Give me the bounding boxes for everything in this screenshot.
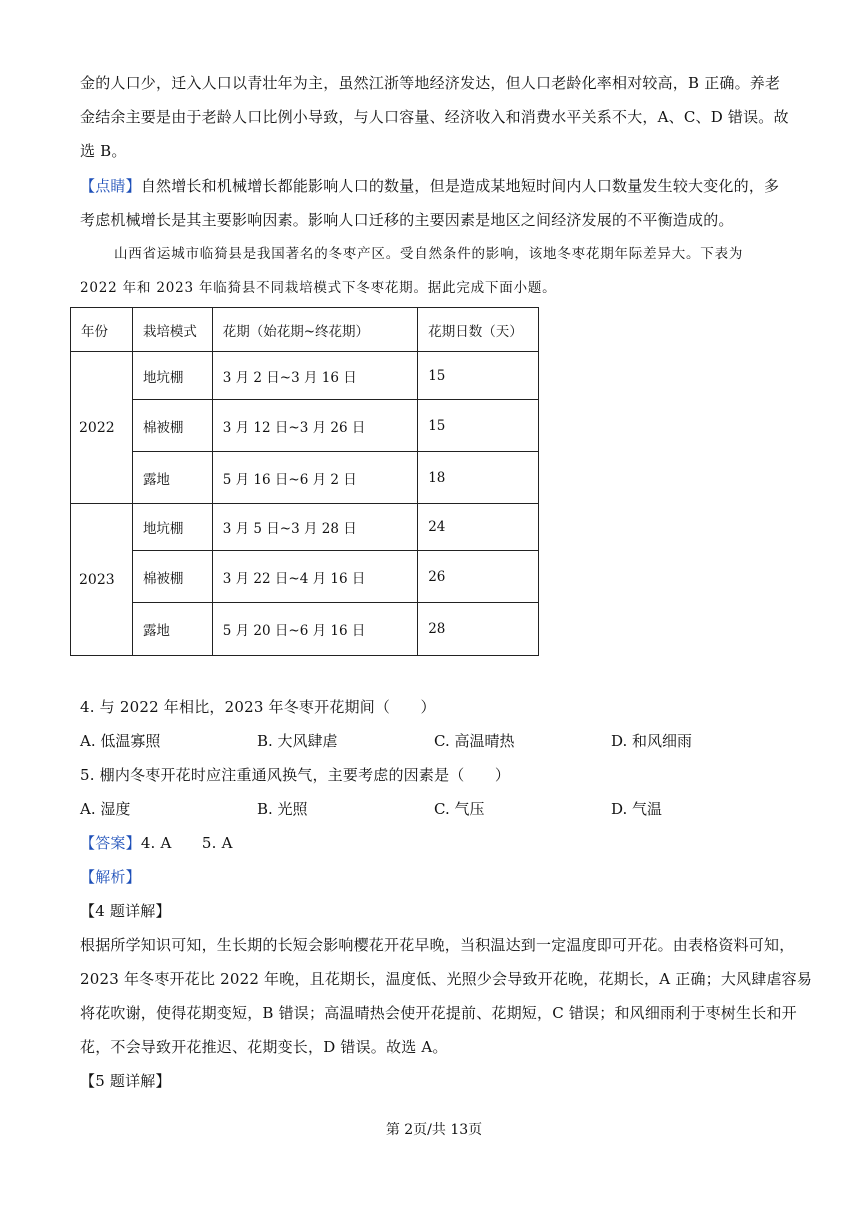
detail-4-line: 2023 年冬枣开花比 2022 年晚，且花期长，温度低、光照少会导致开花晚，花期长，A 正确；大风肆虐容易 bbox=[80, 970, 813, 988]
table-row bbox=[71, 352, 539, 400]
year-cell: 2022 bbox=[71, 352, 133, 504]
comment-tag: 【点睛】 bbox=[80, 177, 141, 195]
period-cell: 5 月 20 日~6 月 16 日 bbox=[212, 603, 417, 656]
table-header: 花期（始花期~终花期） bbox=[212, 308, 417, 352]
table-row bbox=[71, 400, 539, 452]
question-4-option-d: D. 和风细雨 bbox=[611, 732, 693, 750]
comment-text: 自然增长和机械增长都能影响人口的数量，但是造成某地短时间内人口数量发生较大变化的，多 bbox=[140, 177, 780, 195]
period-cell: 5 月 16 日~6 月 2 日 bbox=[212, 452, 417, 504]
table-header: 栽培模式 bbox=[132, 308, 212, 352]
question-4-option-c: C. 高温晴热 bbox=[434, 732, 515, 750]
table-header-row bbox=[71, 308, 539, 352]
question-5-option-a: A. 湿度 bbox=[80, 800, 131, 818]
intro-line: 山西省运城市临猗县是我国著名的冬枣产区。受自然条件的影响，该地冬枣花期年际差异大。下表为 bbox=[114, 246, 744, 262]
table-header: 年份 bbox=[71, 308, 133, 352]
days-cell: 18 bbox=[418, 452, 539, 504]
question-4-option-b: B. 大风肆虐 bbox=[257, 732, 338, 750]
answer-line bbox=[80, 833, 792, 853]
question-5-stem: 5. 棚内冬枣开花时应注重通风换气，主要考虑的因素是（ ） bbox=[80, 766, 511, 784]
question-5-option-c: C. 气压 bbox=[434, 800, 485, 818]
table-row bbox=[71, 603, 539, 656]
page-footer: 第 2页/共 13页 bbox=[385, 1122, 483, 1138]
mode-cell: 地坑棚 bbox=[132, 504, 212, 551]
days-cell: 24 bbox=[418, 504, 539, 551]
comment-line bbox=[80, 176, 792, 196]
table-row bbox=[71, 452, 539, 504]
period-cell: 3 月 22 日~4 月 16 日 bbox=[212, 551, 417, 603]
table-row bbox=[71, 504, 539, 551]
detail-5-tag: 【5 题详解】 bbox=[80, 1072, 171, 1090]
mode-cell: 地坑棚 bbox=[132, 352, 212, 400]
detail-4-tag: 【4 题详解】 bbox=[80, 902, 171, 920]
period-cell: 3 月 12 日~3 月 26 日 bbox=[212, 400, 417, 452]
days-cell: 15 bbox=[418, 400, 539, 452]
question-5-option-d: D. 气温 bbox=[611, 800, 663, 818]
period-cell: 3 月 5 日~3 月 28 日 bbox=[212, 504, 417, 551]
answer-tag: 【答案】 bbox=[80, 834, 141, 852]
detail-4-line: 根据所学知识可知，生长期的长短会影响樱花开花早晚，当积温达到一定温度即可开花。由表格资料可知， bbox=[80, 936, 795, 954]
question-4-stem: 4. 与 2022 年相比，2023 年冬枣开花期间（ ） bbox=[80, 698, 436, 716]
table-header: 花期日数（天） bbox=[418, 308, 539, 352]
comment-line: 考虑机械增长是其主要影响因素。影响人口迁移的主要因素是地区之间经济发展的不平衡造成的。 bbox=[80, 211, 734, 229]
analysis-tag: 【解析】 bbox=[80, 868, 141, 886]
days-cell: 15 bbox=[418, 352, 539, 400]
flowering-table bbox=[70, 307, 539, 656]
period-cell: 3 月 2 日~3 月 16 日 bbox=[212, 352, 417, 400]
detail-4-line: 将花吹谢，使得花期变短，B 错误；高温晴热会使开花提前、花期短，C 错误；和风细雨利于枣树生长和开 bbox=[80, 1004, 797, 1022]
detail-4-line: 花，不会导致开花推迟、花期变长，D 错误。故选 A。 bbox=[80, 1038, 448, 1056]
mode-cell: 露地 bbox=[132, 452, 212, 504]
days-cell: 26 bbox=[418, 551, 539, 603]
intro-line: 2022 年和 2023 年临猗县不同栽培模式下冬枣花期。据此完成下面小题。 bbox=[80, 280, 557, 296]
year-cell: 2023 bbox=[71, 504, 133, 656]
answer-text: 4. A 5. A bbox=[140, 834, 233, 852]
table-row bbox=[71, 551, 539, 603]
paragraph-line: 金的人口少，迁入人口以青壮年为主，虽然江浙等地经济发达，但人口老龄化率相对较高，B 正确。养老 bbox=[80, 74, 781, 92]
mode-cell: 棉被棚 bbox=[132, 400, 212, 452]
paragraph-line: 金结余主要是由于老龄人口比例小导致，与人口容量、经济收入和消费水平关系不大，A、C、D 错误。故 bbox=[80, 108, 789, 126]
days-cell: 28 bbox=[418, 603, 539, 656]
mode-cell: 棉被棚 bbox=[132, 551, 212, 603]
question-4-option-a: A. 低温寡照 bbox=[80, 732, 161, 750]
question-5-option-b: B. 光照 bbox=[257, 800, 308, 818]
paragraph-line: 选 B。 bbox=[80, 142, 127, 160]
mode-cell: 露地 bbox=[132, 603, 212, 656]
